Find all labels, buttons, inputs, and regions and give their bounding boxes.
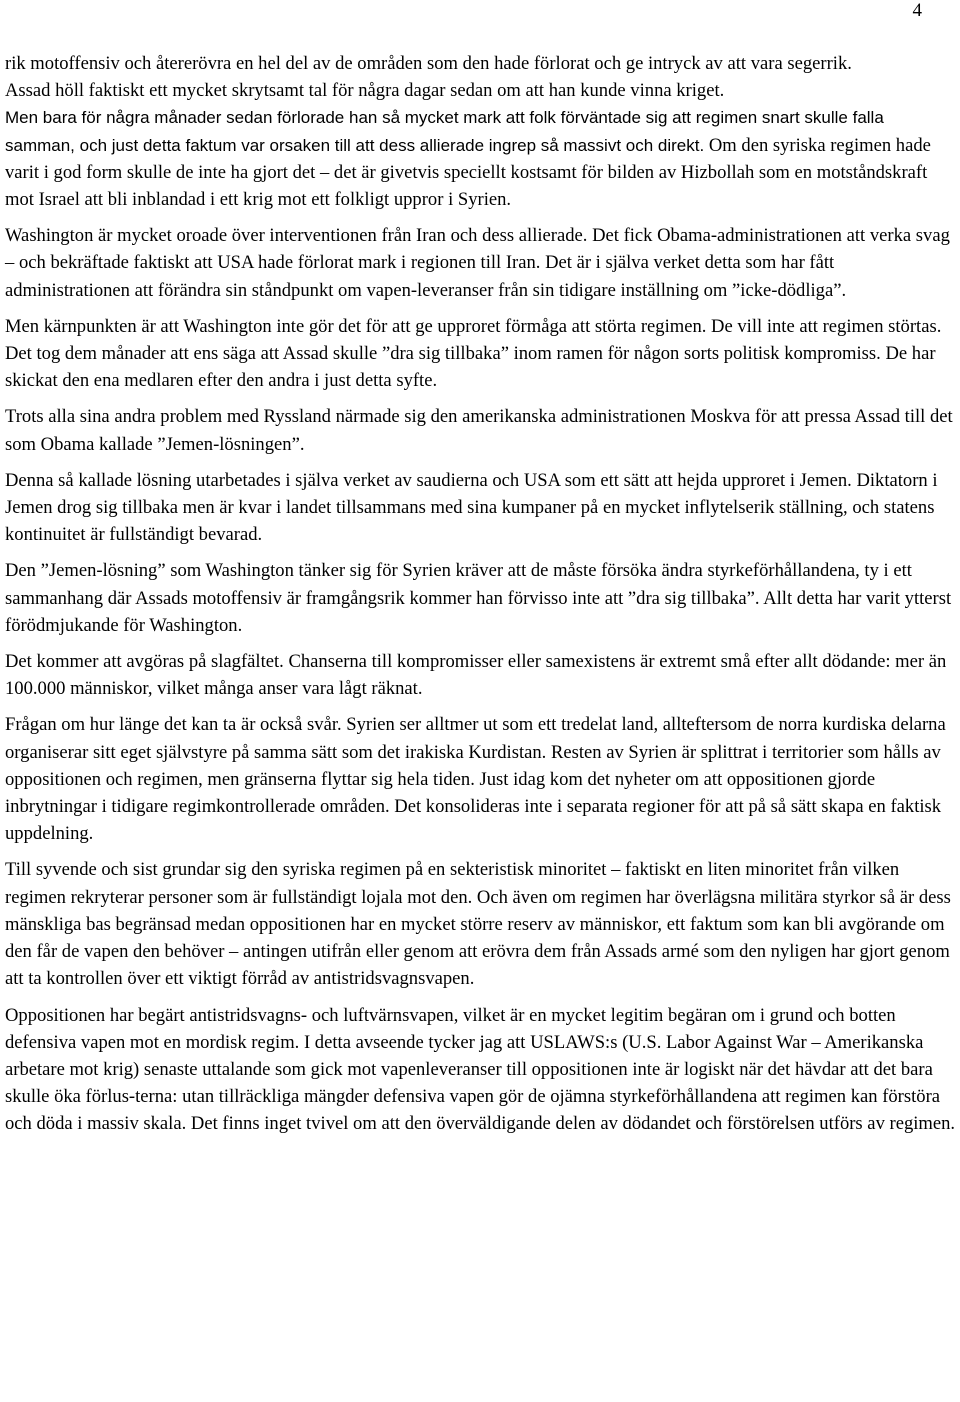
document-body <box>5 50 957 1147</box>
paragraph-sans-segment: Men bara för några månader sedan förlorade han så mycket mark att folk förväntade sig att regimen snart skulle falla samman, och just detta faktum var orsaken till att dess allierade ingrep så massivt och direkt. <box>5 108 884 155</box>
paragraph: Denna så kallade lösning utarbetades i själva verket av saudierna och USA som ett sätt att hejda upproret i Jemen. Diktatorn i Jemen drog sig tillbaka men är kvar i landet tillsammans med sina kumpaner på en mycket inflytelserik ställning, och statens kontinuitet är fullständigt bevarad. <box>5 469 938 546</box>
paragraph <box>5 104 957 213</box>
paragraph: Assad höll faktiskt ett mycket skrytsamt tal för några dagar sedan om att han kunde vinna kriget. <box>5 80 725 102</box>
paragraph: rik motoffensiv och återerövra en hel del av de områden som den hade förlorat och ge intryck av att vara segerrik. <box>5 53 852 74</box>
paragraph-serif-segment: Om den syriska regimen hade varit i god form skulle de inte ha gjort det – det är givetvis speciellt kostsamt för bilden av Hizbollah som en motståndskraft mot Israel att bli inblandad i ett krig mot ett folkligt uppror i Syrien. <box>5 134 931 211</box>
paragraph: Men kärnpunkten är att Washington inte gör det för att ge upproret förmåga att störta regimen. De vill inte att regimen störtas. Det tog dem månader att ens säga att Assad skulle ”dra sig tillbaka” inom ramen för någon sorts politisk kompromiss. De har skickat den ena medlaren efter den andra i just detta syfte. <box>5 315 942 392</box>
paragraph: Washington är mycket oroade över interventionen från Iran och dess allierade. Det fick Obama-administrationen att verka svag – och bekräftade faktiskt att USA hade förlorat mark i regionen till Iran. Det är i själva verket detta som har fått administrationen att förändra sin ståndpunkt om vapen-leveranser från sin tidigare inställning om ”icke-dödliga”. <box>5 225 950 301</box>
paragraph: Oppositionen har begärt antistridsvagns- och luftvärnsvapen, vilket är en mycket legitim begäran om i grund och botten defensiva vapen mot en mordisk regim. I detta avseende tycker jag att USLAWS:s (U.S. Labor Against War – Amerikanska arbetare mot krig) senaste uttalande som gick mot vapenleveranser till oppositionen inte är logiskt när det hävdar att det bara skulle öka förlus-terna: utan tillräckliga mängder defensiva vapen gör de ojämna styrkeförhållandena att regimen kan förstöra och döda i massiv skala. Det finns inget tvivel om att den överväldigande delen av dödandet och förstörelsen utförs av regimen. <box>5 1004 956 1135</box>
paragraph: Till syvende och sist grundar sig den syriska regimen på en sekteristisk minoritet – faktiskt en liten minoritet från vilken regimen rekryterar personer som är fullständigt lojala mot den. Och även om regimen har överlägsna militära styrkor så är dess mänskliga bas begränsad medan oppositionen har en mycket större reserv av människor, ett faktum som kan bli avgörande om den får de vapen den behöver – antingen utifrån eller genom att erövra dem från Assads armé som den nyligen har gjort genom att ta kontrollen över ett viktigt förråd av antistridsvagnsvapen. <box>5 859 951 990</box>
paragraph: Frågan om hur länge det kan ta är också svår. Syrien ser alltmer ut som ett tredelat land, allteftersom de norra kurdiska delarna organiserar sitt eget självstyre på samma sätt som det irakiska Kurdistan. Resten av Syrien är splittrat i territorier som hålls av oppositionen och regimen, men gränserna flyttar sig hela tiden. Just idag kom det nyheter om att oppositionen gjorde inbrytningar i tidigare regimkontrollerade områden. Det konsolideras inte i separata regioner för att på så sätt skapa en faktisk uppdelning. <box>5 714 946 845</box>
paragraph: Den ”Jemen-lösning” som Washington tänker sig för Syrien kräver att de måste försöka ändra styrkeförhållandena, ty i ett sammanhang där Assads motoffensiv är framgångsrik kommer han förvisso inte att ”dra sig tillbaka”. Allt detta har varit ytterst förödmjukande för Washington. <box>5 560 952 636</box>
page-number: 4 <box>912 0 922 21</box>
paragraph: Trots alla sina andra problem med Ryssland närmade sig den amerikanska administrationen Moskva för att pressa Assad till det som Obama kallade ”Jemen-lösningen”. <box>5 406 953 455</box>
paragraph: Det kommer att avgöras på slagfältet. Chanserna till kompromisser eller samexistens är extremt små efter allt dödande: mer än 100.000 människor, vilket många anser vara lågt räknat. <box>5 651 947 700</box>
